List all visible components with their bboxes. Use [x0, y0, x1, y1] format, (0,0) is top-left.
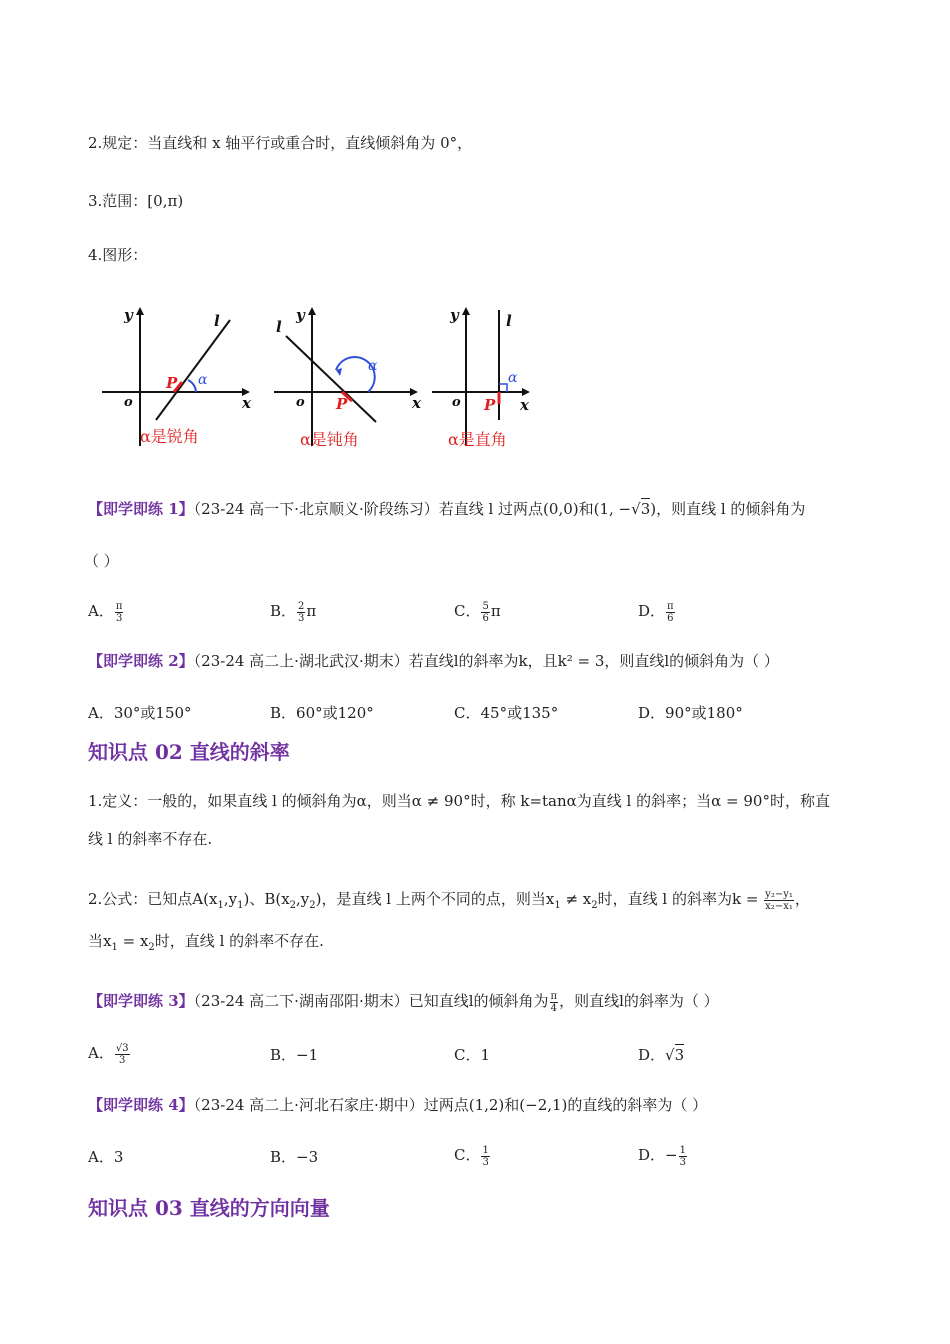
slope-formula-line2: 当$x_1 = x_2$时，直线 l 的斜率不存在.	[88, 932, 324, 953]
fig2-x: x	[412, 394, 421, 412]
section-heading-slope: 知识点 02 直线的斜率	[88, 740, 290, 764]
exercise-2-text: （23-24 高二上·湖北武汉·期末）若直线l的斜率为k，且k² = 3，则直线l的倾斜角为（ ）	[193, 652, 779, 670]
figure-acute-angle	[100, 298, 260, 453]
exercise-4-option-c[interactable]: C． $\frac{1}{3}$	[454, 1144, 489, 1168]
exercise-1-option-d[interactable]: D． $\frac{\pi}{6}$	[638, 600, 674, 624]
fig3-y: y	[450, 306, 459, 324]
exercise-4-question: 【即学即练 4】（23-24 高二上·河北石家庄·期中）过两点(1,2)和(−2,1)的直线的斜率为（ ）	[88, 1096, 708, 1114]
fig3-caption: α是直角	[448, 430, 507, 449]
rule-text: 2.规定：当直线和 x 轴平行或重合时，直线倾斜角为 0°，	[88, 134, 473, 152]
slope-fraction: $\frac{\text{y₂−y₁}}{\text{x₂−x₁}}$	[765, 888, 793, 912]
exercise-1-tag: 【即学即练 1】	[88, 500, 194, 518]
exercise-1-bracket: （ ）	[84, 552, 119, 570]
exercise-2-question	[88, 650, 779, 671]
exercise-3-question: 【即学即练 3】（23-24 高二下·湖南邵阳·期末）已知直线l的倾斜角为 $\frac{\pi}{4}$ ，则直线l的斜率为（ ）	[88, 990, 719, 1014]
exercise-1-text-b: )，则直线 l 的倾斜角为	[650, 500, 806, 518]
exercise-2-option-d[interactable]: D．90°或180°	[638, 704, 743, 722]
exercise-1-text-a: （23-24 高一下·北京顺义·阶段练习）若直线 l 过两点(0,0)和(1, −	[193, 500, 632, 518]
section-heading-direction-vector: 知识点 03 直线的方向向量	[88, 1196, 330, 1220]
fig1-x: x	[242, 394, 251, 412]
figure-label: 4.图形：	[88, 246, 148, 264]
fig3-o: o	[452, 395, 461, 410]
exercise-1-option-a[interactable]: A． $\frac{\pi}{3}$	[88, 600, 123, 624]
figure-obtuse-angle	[272, 298, 432, 453]
line-l	[156, 320, 230, 420]
exercise-4-option-d[interactable]: D．− $\frac{1}{3}$	[638, 1144, 686, 1168]
exercise-2-option-a[interactable]: A．30°或150°	[88, 704, 192, 722]
fig2-p: P	[336, 395, 348, 413]
fig2-caption: α是钝角	[300, 430, 359, 449]
slope-definition-line2: 线 l 的斜率不存在.	[88, 830, 213, 848]
exercise-3-option-c[interactable]: C．1	[454, 1046, 491, 1064]
exercise-1-option-c[interactable]: C． $\frac{5}{6}$ π	[454, 600, 501, 624]
exercise-2-option-b[interactable]: B．60°或120°	[270, 704, 374, 722]
exercise-3-option-d[interactable]: D．√3	[638, 1046, 685, 1064]
exercise-1-sqrt: 3	[640, 500, 651, 518]
fig3-p: P	[484, 396, 496, 414]
fig1-alpha: α	[198, 372, 208, 388]
fig3-x: x	[520, 396, 529, 414]
exercise-4-tag: 【即学即练 4】	[88, 1096, 194, 1114]
exercise-1-option-b[interactable]: B． $\frac{2}{3}$ π	[270, 600, 317, 624]
fig3-alpha: α	[508, 370, 518, 386]
exercise-3-tag: 【即学即练 3】	[88, 992, 194, 1010]
fig2-y: y	[296, 306, 305, 324]
exercise-1-question: 【即学即练 1】（23-24 高一下·北京顺义·阶段练习）若直线 l 过两点(0,0)和(1, −√3)，则直线 l 的倾斜角为	[88, 500, 806, 518]
fig1-caption: α是锐角	[140, 427, 199, 446]
fig2-l: l	[276, 318, 282, 336]
exercise-3-option-b[interactable]: B．−1	[270, 1046, 319, 1064]
exercise-4-option-a[interactable]: A．3	[88, 1148, 124, 1166]
fig3-l: l	[506, 312, 512, 330]
fig1-l: l	[214, 312, 220, 330]
fig1-p: P	[166, 374, 178, 392]
slope-definition-line1: 1.定义：一般的，如果直线 l 的倾斜角为α，则当α ≠ 90°时，称 k=tanα为直线 l 的斜率；当α = 90°时，称直	[88, 792, 830, 810]
exercise-2-option-c[interactable]: C．45°或135°	[454, 704, 559, 722]
fig1-o: o	[124, 395, 133, 410]
range-text: 3.范围：[0,π)	[88, 192, 184, 210]
slope-formula-line1: 2.公式：已知点$A(x_1,y_1)$、$B(x_2,y_2)$，是直线 l 上两个不同的点，则当$x_1 \ne x_2$时，直线 l 的斜率为k = $\frac{\text{y₂−y₁}}{\text{x₂−x₁}}$ ，	[88, 888, 810, 912]
figure-right-angle	[430, 298, 540, 453]
fig1-y: y	[124, 306, 133, 324]
exercise-4-option-b[interactable]: B．−3	[270, 1148, 319, 1166]
fig2-alpha: α	[368, 358, 378, 374]
exercise-3-option-a[interactable]: A． $\frac{√3}{3}$	[88, 1042, 129, 1066]
fig2-o: o	[296, 395, 305, 410]
exercise-2-tag: 【即学即练 2】	[88, 652, 194, 670]
